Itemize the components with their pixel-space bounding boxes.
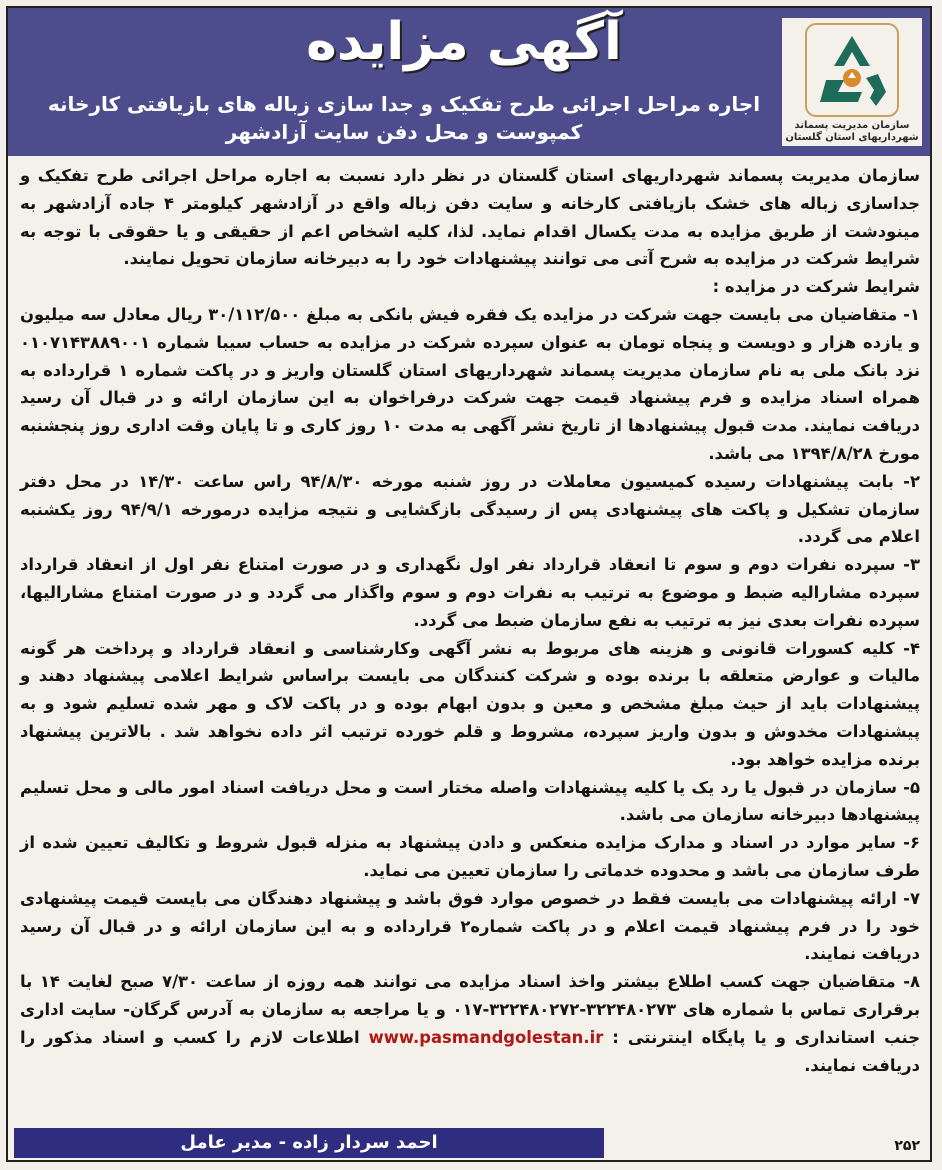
notice-body	[20, 162, 920, 1079]
condition-item-8	[20, 968, 920, 1079]
organization-logo	[782, 18, 922, 146]
condition-item-1: ۱- متقاضیان می بایست جهت شرکت در مزایده یک فقره فیش بانکی به مبلغ ۳۰/۱۱۲/۵۰۰ ریال معادل سه میلیون و یازده هزار و دویست و پنجاه تومان به عنوان سپرده شرکت در مزایده به حساب سیبا شماره ۰۱۰۷۱۴۳۸۸۹۰۰۱ نزد بانک ملی به نام سازمان مدیریت پسماند شهرداریهای استان گلستان واریز و در پاکت شماره ۱ قرارداده به همراه اسناد مزایده و فرم پیشنهاد قیمت جهت شرکت درفراخوان به این سازمان ارائه و در قبال آن رسید دریافت نمایند. مدت قبول پیشنهادها از تاریخ نشر آگهی به مدت ۱۰ روز کاری و تا پایان وقت اداری روز پنجشنبه مورخ ۱۳۹۴/۸/۲۸ می باشد.	[20, 304, 920, 463]
condition-item-3: ۳- سپرده نفرات دوم و سوم تا انعقاد قرارداد نفر اول نگهداری و در صورت امتناع نفر اول از انعقاد قرارداد سپرده مشارالیه ضبط و موضوع به ترتیب به نفرات دوم و سوم واگذار می گردد و در صورت امتناع مشارالیها، سپرده نفرات بعدی نیز به ترتیب به نفع سازمان ضبط می گردد.	[20, 555, 920, 630]
condition-item-5: ۵- سازمان در قبول یا رد یک یا کلیه پیشنهادات واصله مختار است و محل دریافت اسناد امور مالی و محل تسلیم پیشنهادها دبیرخانه سازمان می باشد.	[20, 777, 920, 825]
item-8-text: ۸- متقاضیان جهت کسب اطلاع بیشتر واخذ اسناد مزایده می توانند همه روزه از ساعت ۷/۳۰ صبح لغایت ۱۴ با برقراری تماس با شماره های ۳۲۲۴۸۰۲۷۳-۳۲۲۴۸۰۲۷۲-۰۱۷ و یا مراجعه به سازمان به آدرس گرگان- سایت اداری جنب استانداری و یا پایگاه اینترنتی :	[20, 972, 921, 1047]
condition-item-4: ۴- کلیه کسورات قانونی و هزینه های مربوط به نشر آگهی وکارشناسی و انعقاد قرارداد و پرداخت هر گونه مالیات و عوارض متعلقه با برنده بوده و شرکت کنندگان می بایست براساس شرایط اعلامی پیشنهاد دهند و پیشنهادات باید از حیث مبلغ مشخص و معین و بدون ابهام بوده و در پاکت لاک و مهر شده تسلیم شود و به پیشنهادات مخدوش و بدون واریز سپرده، مشروط و قلم خورده ترتیب اثر داده نخواهد شد . بالاترین پیشنهاد برنده مزایده خواهد بود.	[20, 638, 920, 769]
condition-item-7: ۷- ارائه پیشنهادات می بایست فقط در خصوص موارد فوق باشد و پیشنهاد دهندگان می بایست قیمت پیشنهادی خود را در فرم پیشنهاد قیمت اعلام و در پاکت شماره۲ قرارداده و به این سازمان ارائه و در قبال آن رسید دریافت نمایند.	[20, 888, 920, 964]
logo-caption: سازمان مدیریت پسماند شهرداریهای استان گلستان	[785, 120, 919, 143]
recycle-logo-icon	[804, 22, 900, 118]
item-8-text-end: اطلاعات لازم را کسب و اسناد مذکور را دریافت نمایند.	[20, 1027, 920, 1075]
conditions-heading: شرایط شرکت در مزایده :	[712, 277, 920, 297]
condition-item-2: ۲- بابت پیشنهادات رسیده کمیسیون معاملات در روز شنبه مورخه ۹۴/۸/۳۰ راس ساعت ۱۴/۳۰ در محل دفتر سازمان تشکیل و پاکت های پیشنهادی پس از رسیدگی بازگشایی و نتیجه مزایده درمورخه ۹۴/۹/۱ روز یکشنبه اعلام می گردد.	[20, 471, 920, 547]
notice-title: آگهی مزایده	[306, 12, 622, 72]
signature-bar: احمد سردار زاده - مدیر عامل	[14, 1128, 604, 1158]
notice-subtitle-2: کمپوست و محل دفن سایت آزادشهر	[225, 120, 583, 144]
notice-header	[8, 8, 930, 156]
intro-paragraph: سازمان مدیریت پسماند شهرداریهای استان گلستان در نظر دارد نسبت به اجاره مراحل اجرائی طرح تفکیک و جداسازی زباله های خشک بازیافتی کارخانه و سایت دفن زباله واقع در آزادشهر کیلومتر ۴ جاده آزادشهر به مینودشت از طریق مزایده به مدت یکسال اقدام نماید. لذا، کلیه اشخاص اعم از حقیقی و یا حقوقی با توجه به شرایط شرکت در مزایده به شرح آتی می توانند پیشنهادات خود را به دبیرخانه سازمان تحویل نمایند.	[20, 166, 920, 269]
condition-item-6: ۶- سایر موارد در اسناد و مدارک مزایده منعکس و دادن پیشنهاد به منزله قبول شروط و تکالیف تعیین شده از طرف سازمان می باشد و محدوده خدماتی را سازمان تعیین می نماید.	[20, 833, 920, 880]
page-number: ۲۵۲	[894, 1138, 920, 1154]
notice-subtitle-1: اجاره مراحل اجرائی طرح تفکیک و جدا سازی زباله های بازیافتی کارخانه	[47, 92, 761, 116]
website-link[interactable]: www.pasmandgolestan.ir	[368, 1027, 604, 1047]
notice-frame	[6, 6, 932, 1162]
